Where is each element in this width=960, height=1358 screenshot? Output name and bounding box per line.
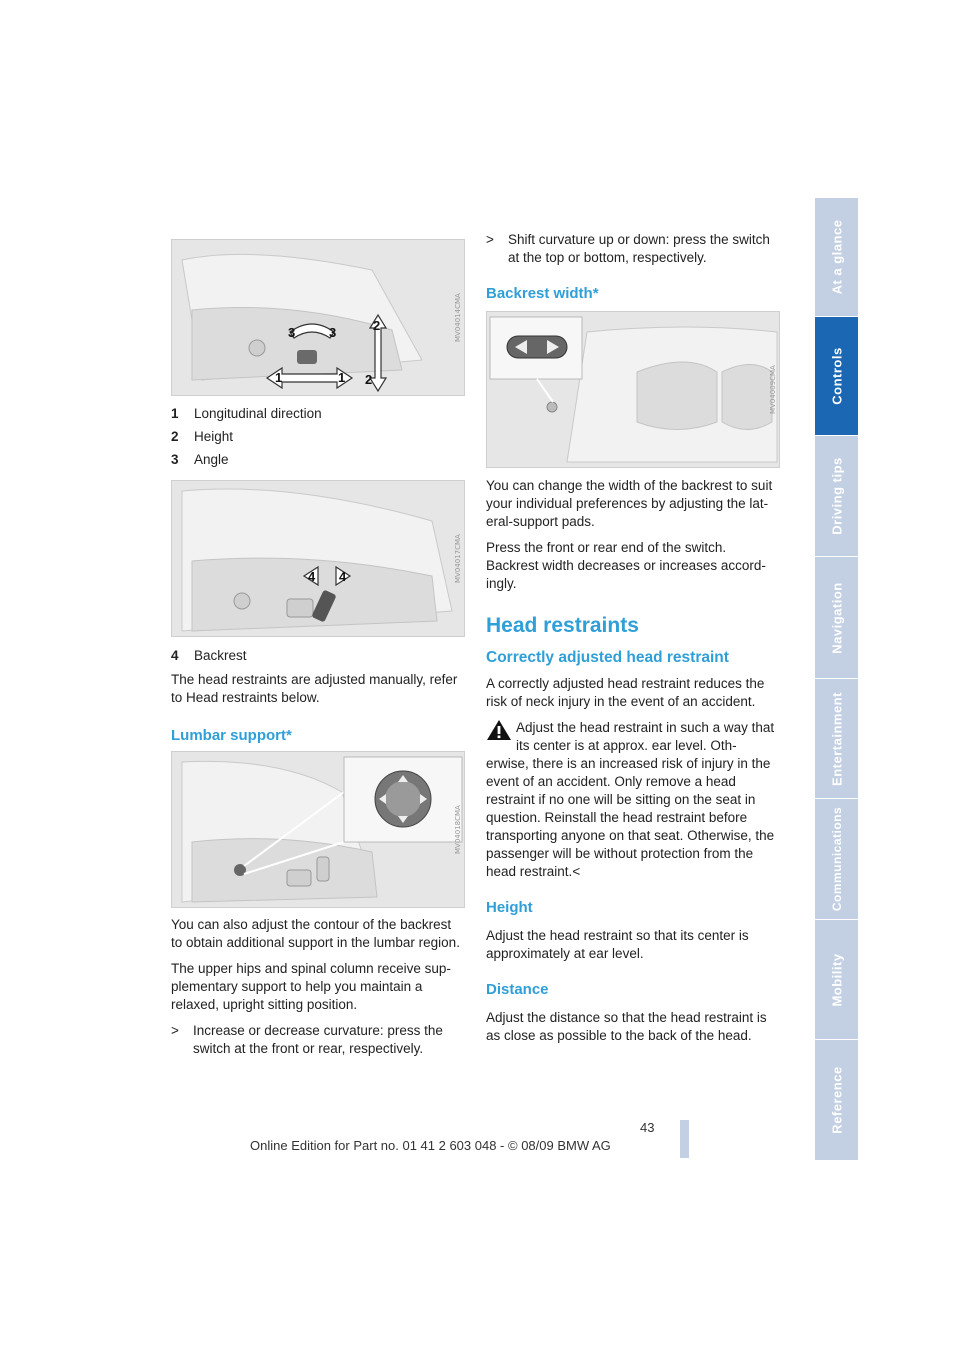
tab-label: Controls: [829, 347, 844, 405]
left-column-lower: [171, 647, 466, 755]
backrest-width-illustration: [487, 312, 779, 467]
legend-item: [171, 405, 466, 423]
warning-text: [486, 755, 781, 881]
page-number-bar: [680, 1120, 689, 1158]
legend-label: Height: [194, 429, 234, 444]
marker-3b: 3: [329, 325, 337, 340]
distance-heading: Distance: [486, 981, 549, 998]
tab-label: Communications: [829, 806, 844, 912]
marker-3a: 3: [288, 325, 296, 340]
tab-at-a-glance[interactable]: [815, 198, 858, 317]
bullet-marker: >: [171, 1023, 179, 1038]
marker-2b: 2: [365, 372, 373, 387]
tab-controls[interactable]: [815, 317, 858, 436]
marker-1a: 1: [275, 370, 283, 385]
tab-label: Navigation: [829, 581, 844, 654]
figure-code: MV04017CMA: [454, 534, 462, 583]
bullet-marker: >: [486, 232, 494, 247]
end-marker: <: [572, 864, 581, 879]
legend-number: 3: [171, 452, 179, 467]
legend-number: 1: [171, 406, 179, 421]
bullet-item: [486, 231, 781, 267]
tab-label: Driving tips: [829, 457, 844, 535]
marker-2a: 2: [373, 318, 381, 333]
backrest-width-heading: Backrest width*: [486, 285, 599, 302]
distance-paragraph: Adjust the distance so that the head restraint is as close as possible to the back of the head.: [486, 1010, 767, 1043]
legend-number: 4: [171, 648, 179, 663]
backrest-paragraph-2: Press the front or rear end of the switch. Backrest width decreases or increases accord-ingly.: [486, 540, 766, 591]
legend-label: Angle: [194, 452, 229, 467]
backrest-figure: [171, 480, 465, 637]
warning-block: [486, 719, 781, 881]
legend-item: [171, 451, 466, 469]
figure-code: MV04014CMA: [454, 293, 462, 342]
height-heading: Height: [486, 899, 533, 916]
right-column-top: [486, 231, 781, 313]
tab-entertainment[interactable]: [815, 679, 858, 799]
seat-illustration: [172, 240, 464, 395]
legend-item: [171, 647, 466, 665]
footer-text: Online Edition for Part no. 01 41 2 603 048 - © 08/09 BMW AG: [250, 1138, 611, 1153]
head-restraints-heading: Head restraints: [486, 614, 639, 637]
legend-item: [171, 428, 466, 446]
marker-4b: 4: [339, 569, 347, 584]
tab-communications[interactable]: [815, 799, 858, 920]
legend-label: Backrest: [194, 648, 247, 663]
lumbar-paragraph-1: You can also adjust the contour of the backrest to obtain additional support in the lumbar region.: [171, 917, 460, 950]
legend-label: Longitudinal direction: [194, 406, 322, 421]
tab-label: Mobility: [829, 952, 844, 1007]
correct-headrest-paragraph: A correctly adjusted head restraint reduces the risk of neck injury in the event of an accident.: [486, 676, 765, 709]
tab-label: Entertainment: [829, 691, 844, 786]
warning-text-first: Adjust the head restraint in such a way that its center is at approx. ear level. Oth-: [516, 720, 775, 753]
figure-code: MV04009CMA: [769, 365, 777, 414]
tab-label: At a glance: [829, 219, 844, 295]
backrest-width-figure: [486, 311, 780, 468]
warning-icon: [486, 719, 512, 741]
page-number: 43: [640, 1120, 655, 1135]
lumbar-illustration: [172, 752, 464, 907]
backrest-illustration: [172, 481, 464, 636]
correct-headrest-heading: Correctly adjusted head restraint: [486, 649, 729, 666]
marker-4a: 4: [308, 569, 316, 584]
lumbar-text: [171, 916, 466, 1064]
tab-reference[interactable]: [815, 1040, 858, 1161]
seat-adjustment-figure: [171, 239, 465, 396]
tab-driving-tips[interactable]: [815, 436, 858, 557]
legend-block-1: [171, 405, 466, 469]
legend-number: 2: [171, 429, 179, 444]
headrest-note: The head restraints are adjusted manually, refer to Head restraints below.: [171, 672, 458, 705]
lumbar-paragraph-2: The upper hips and spinal column receive sup-plementary support to help you maintain a relaxed, upright sitting position.: [171, 961, 451, 1012]
tab-navigation[interactable]: [815, 557, 858, 679]
chapter-sidebar: [815, 198, 858, 1160]
lumbar-support-figure: [171, 751, 465, 908]
right-column-main: [486, 477, 781, 1053]
figure-code: MV04018CMA: [454, 805, 462, 854]
tab-mobility[interactable]: [815, 920, 858, 1040]
bullet-item: [171, 1022, 466, 1058]
marker-1b: 1: [338, 370, 346, 385]
lumbar-heading: Lumbar support*: [171, 727, 292, 744]
warning-text-rest: erwise, there is an increased risk of injury in the event of an accident. Only remove a head restraint if no one will be sitting on the seat in question. Reinstall the head restraint before transporting anyone on that seat. Otherwise, the passenger will be without protection from the head restraint.: [486, 756, 775, 879]
bullet-text: Increase or decrease curvature: press the switch at the front or rear, respectively.: [193, 1023, 443, 1056]
backrest-paragraph-1: You can change the width of the backrest to suit your individual preferences by adjusting the lat-eral-support pads.: [486, 478, 773, 529]
tab-label: Reference: [829, 1066, 844, 1134]
height-paragraph: Adjust the head restraint so that its center is approximately at ear level.: [486, 928, 749, 961]
bullet-text: Shift curvature up or down: press the switch at the top or bottom, respectively.: [508, 232, 770, 265]
